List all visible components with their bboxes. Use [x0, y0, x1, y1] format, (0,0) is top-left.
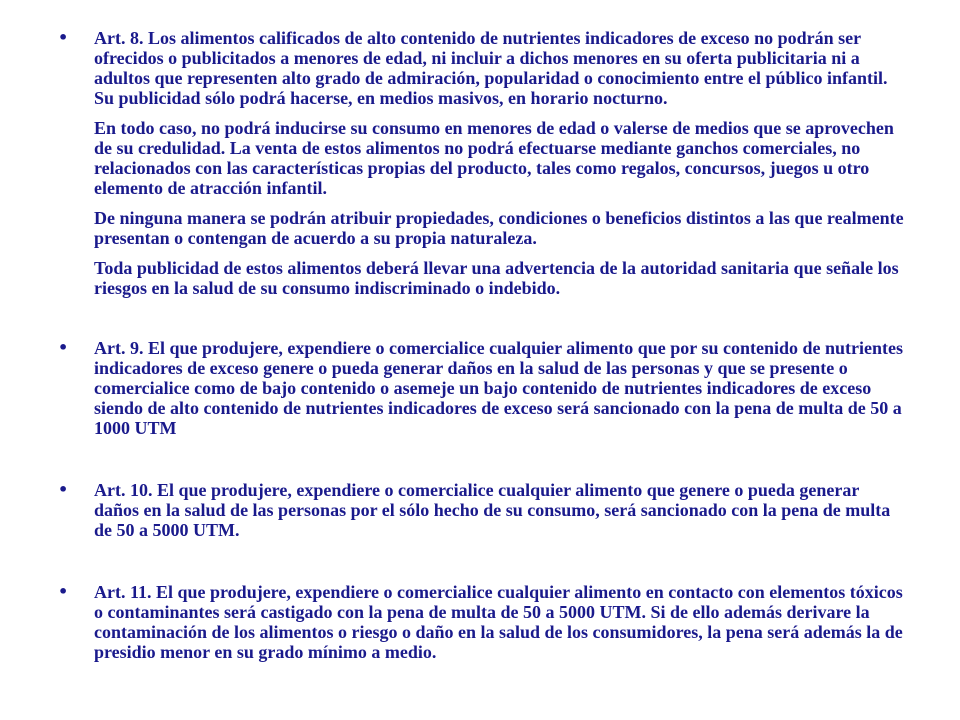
article-9 [58, 338, 904, 438]
article-8-paragraph-2: En todo caso, no podrá inducirse su consumo en menores de edad o valerse de medios que se aprovechen de su credulidad. La venta de estos alimentos no podrá efectuarse mediante ganchos comerciales, no relacionados con las características propias del producto, tales como regalos, concursos, juegos u otro elemento de atracción infantil. [94, 118, 894, 198]
article-10-paragraph-1: Art. 10. El que produjere, expendiere o comercialice cualquier alimento que genere o pueda generar daños en la salud de las personas por el sólo hecho de su consumo, será sancionado con la pena de multa de 50 a 5000 UTM. [94, 480, 891, 540]
bullet: • [58, 480, 69, 499]
article-8-paragraph-3: De ninguna manera se podrán atribuir propiedades, condiciones o beneficios distintos a las que realmente presentan o contengan de acuerdo a su propia naturaleza. [94, 208, 904, 248]
article-11 [58, 582, 904, 662]
article-11-paragraph-1: Art. 11. El que produjere, expendiere o comercialice cualquier alimento en contacto con elementos tóxicos o contaminantes será castigado con la pena de multa de 50 a 5000 UTM. Si de ello además derivare la contaminación de los alimentos o riesgo o daño en la salud de los consumidores, la pena será además la de presidio menor en su grado mínimo a medio. [94, 582, 903, 662]
article-8-paragraph-1: Art. 8. Los alimentos calificados de alto contenido de nutrientes indicadores de exceso no podrán ser ofrecidos o publicitados a menores de edad, ni incluir a dichos menores en su oferta publicitaria ni a adultos que representen alto grado de admiración, popularidad o conocimiento entre el público infantil. Su publicidad sólo podrá hacerse, en medios masivos, en horario nocturno. [94, 28, 888, 108]
bullet: • [58, 28, 69, 47]
article-9-paragraph-1: Art. 9. El que produjere, expendiere o comercialice cualquier alimento que por su contenido de nutrientes indicadores de exceso genere o pueda generar daños en la salud de las personas y que se presente o comercialice como de bajo contenido o asemeje un bajo contenido de nutrientes indicadores de exceso siendo de alto contenido de nutrientes indicadores de exceso será sancionado con la pena de multa de 50 a 1000 UTM [94, 338, 903, 438]
bullet: • [58, 582, 69, 601]
bullet: • [58, 338, 69, 357]
article-10 [58, 480, 904, 540]
article-8-paragraph-4: Toda publicidad de estos alimentos deberá llevar una advertencia de la autoridad sanitaria que señale los riesgos en la salud de su consumo indiscriminado o indebido. [94, 258, 899, 298]
article-8 [58, 28, 904, 298]
